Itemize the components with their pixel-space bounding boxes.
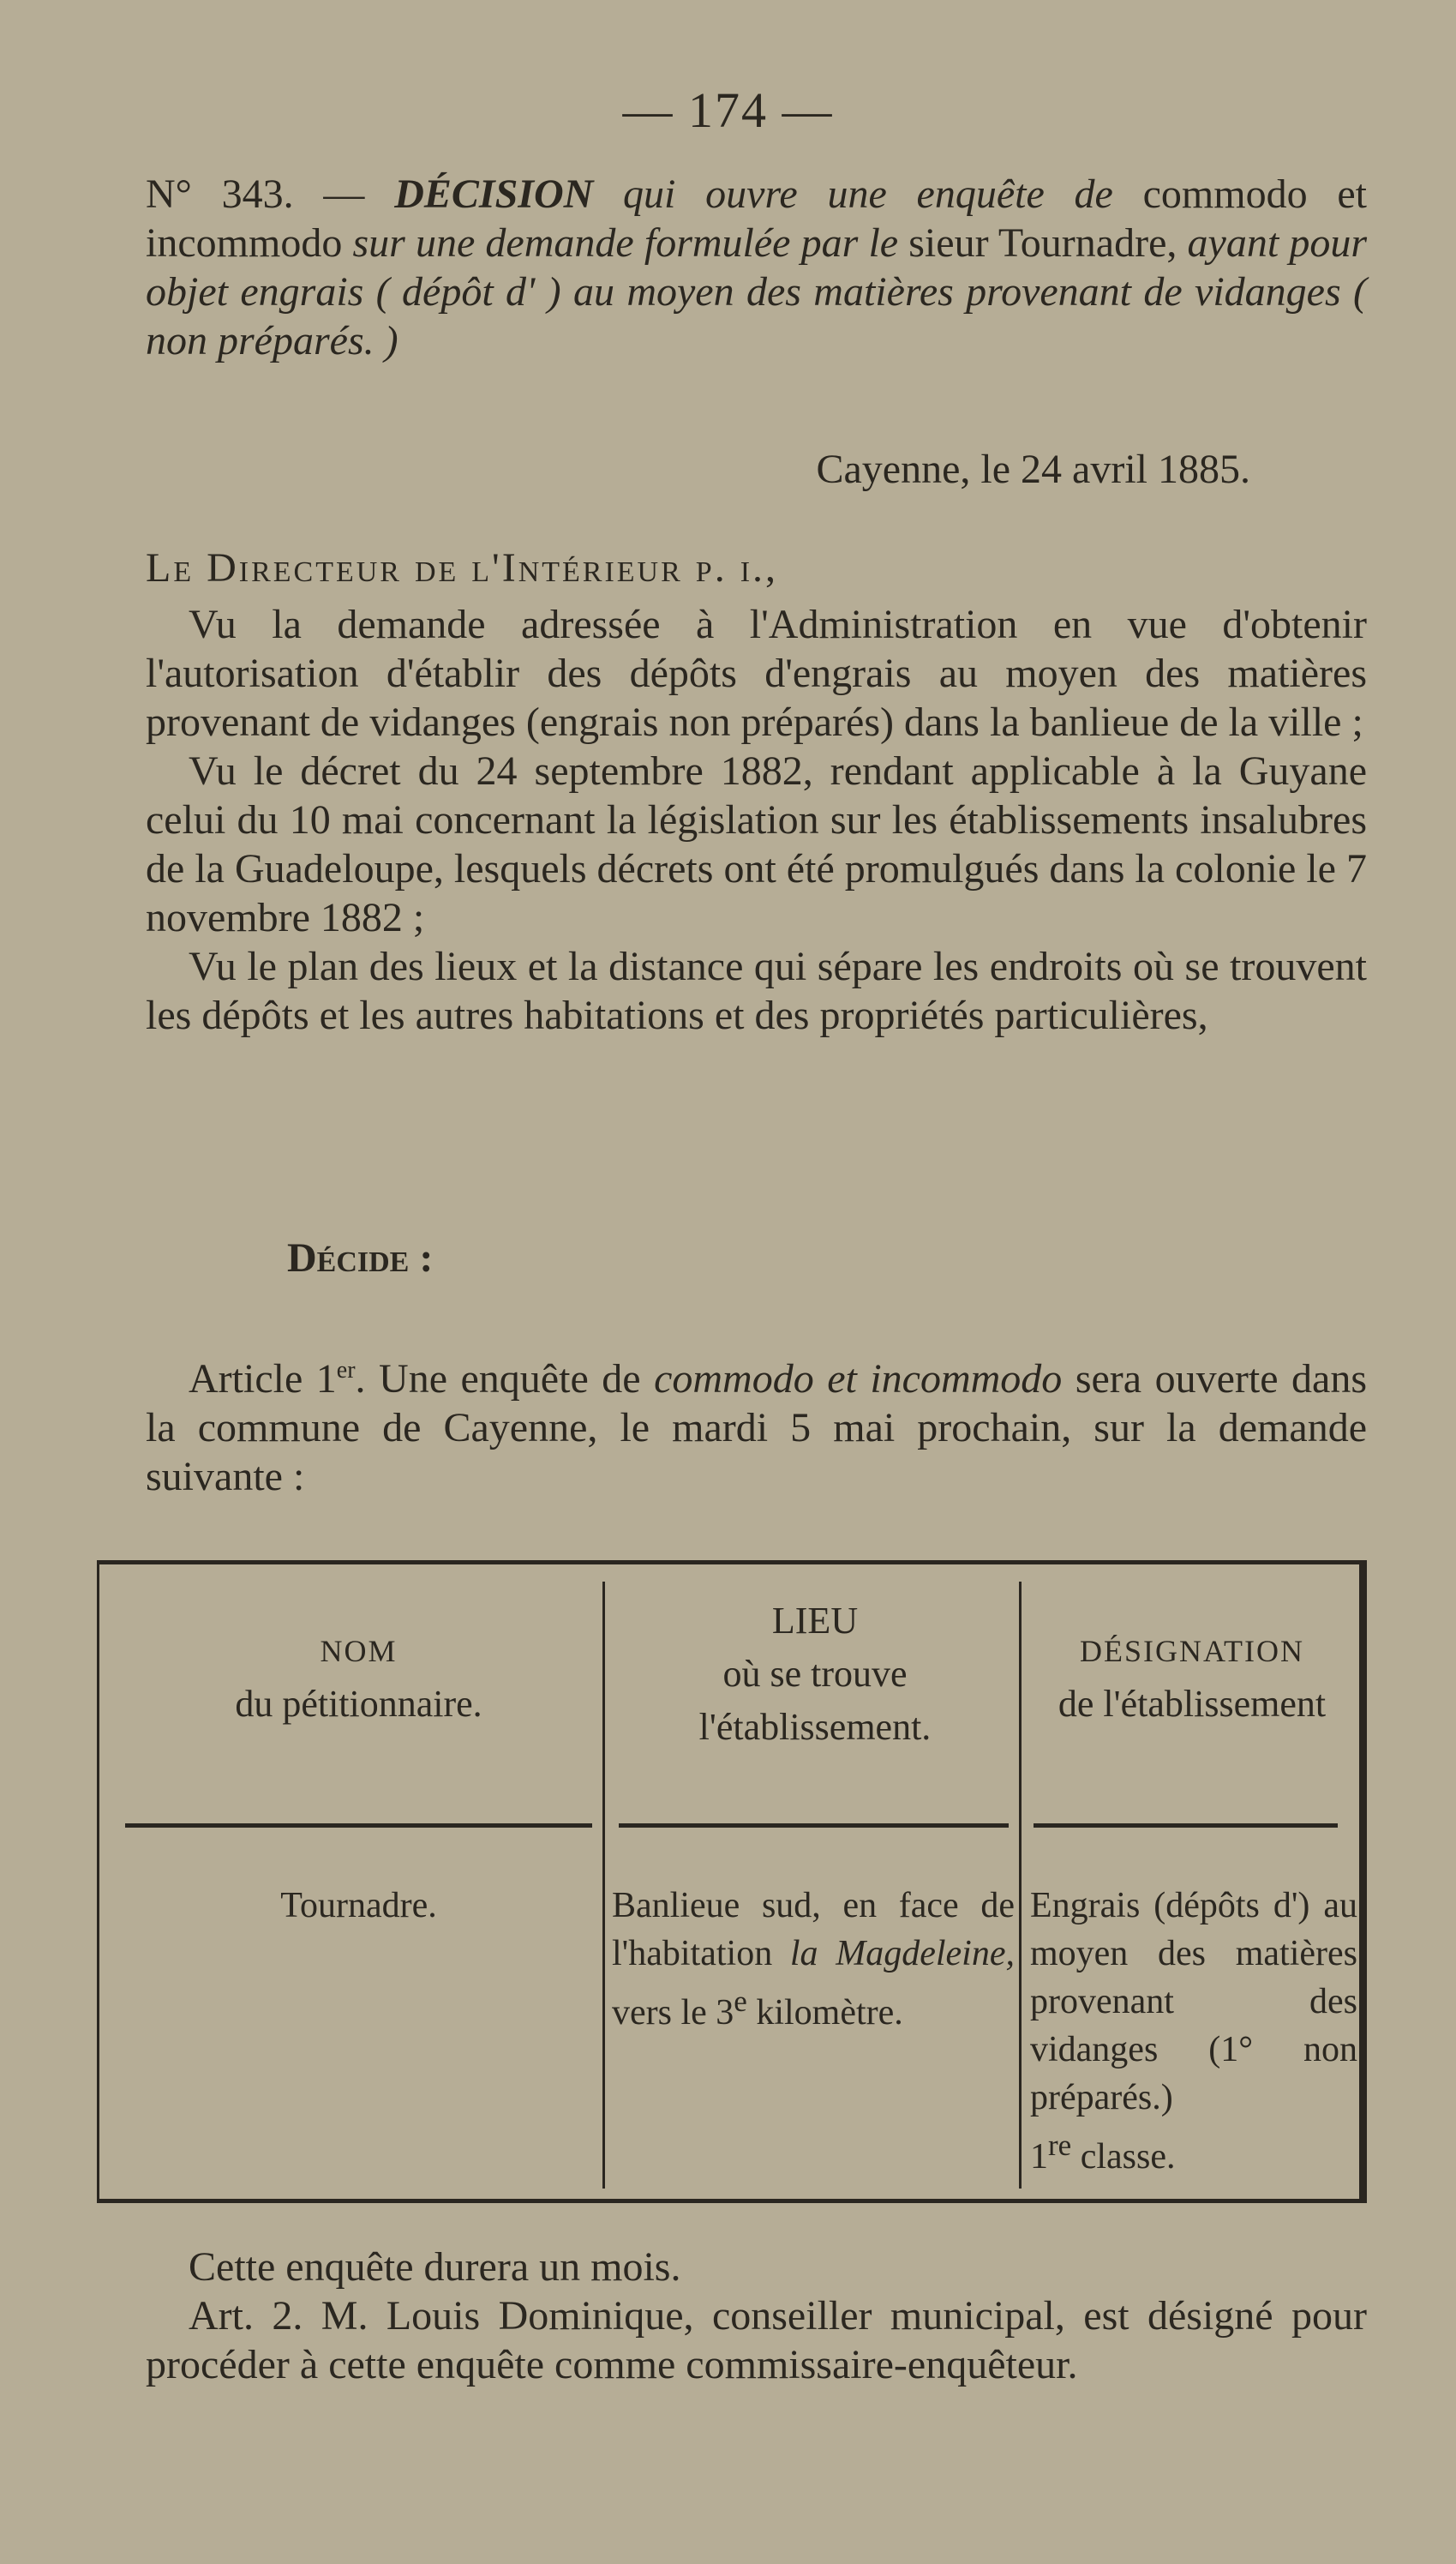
- decide-label: Décide :: [287, 1235, 434, 1281]
- cell-class-word: classe.: [1080, 2137, 1176, 2177]
- header-petitioner: [125, 1624, 592, 1731]
- enquiry-table: [97, 1560, 1367, 2203]
- header-location: [614, 1594, 1016, 1754]
- decision-title-part-3: sur une demande formulée par le: [352, 220, 899, 266]
- dateline: Cayenne, le 24 avril 1885.: [816, 447, 1250, 492]
- header-rule: [619, 1823, 1009, 1828]
- article-1-latin-phrase: commodo et incommodo: [654, 1356, 1063, 1402]
- article-1-text-c: sera ouverte dans la commune de Cayenne, le mardi 5 mai prochain, sur la demande suivante :: [146, 1356, 1367, 1499]
- closing-paragraph: Cette enquête durera un mois.: [189, 2244, 681, 2290]
- header-rule: [1034, 1823, 1338, 1828]
- cell-petitioner-name: Tournadre.: [280, 1886, 437, 1925]
- header-location-line-2: où se trouve: [722, 1653, 908, 1695]
- article-1-superscript: er: [336, 1357, 356, 1384]
- cell-location-place-name: la Magdeleine,: [789, 1934, 1015, 1973]
- decision-title-part-2: commodo et incommodo: [146, 171, 1368, 266]
- column-divider: [1019, 1582, 1022, 2189]
- decision-title-part-1: qui ouvre une enquête de: [623, 171, 1113, 217]
- cell-class-superscript: re: [1048, 2129, 1072, 2162]
- cell-location-superscript: e: [734, 1985, 747, 2018]
- cell-designation-text: Engrais (dépôts d') au moyen des matières provenant des vidanges (1° non préparés.): [1030, 1886, 1357, 2117]
- cell-location: [612, 1882, 1015, 2037]
- cell-class-number: 1: [1030, 2137, 1048, 2177]
- cell-designation: [1030, 1882, 1357, 2181]
- header-designation-line-1: DÉSIGNATION: [1080, 1634, 1304, 1668]
- closing-paragraph: Art. 2. M. Louis Dominique, conseiller municipal, est désigné pour procéder à cette enquête comme commissaire-enquêteur.: [146, 2293, 1367, 2387]
- cell-location-text-c: vers le 3: [612, 1993, 734, 2033]
- decision-title-part-4: sieur Tournadre,: [908, 220, 1177, 266]
- cell-location-text-a: Banlieue sud, en face de l'habitation: [612, 1886, 1015, 1973]
- director-title: Le Directeur de l'Intérieur p. i.,: [146, 545, 779, 591]
- consideration-paragraph: Vu la demande adressée à l'Administration en vue d'obtenir l'autorisation d'établir des dépôts d'engrais au moyen des matières provenant de vidanges (engrais non préparés) dans la banlieue de la ville ;: [146, 602, 1367, 745]
- article-1-label: Article 1: [189, 1356, 337, 1402]
- column-divider: [602, 1582, 605, 2189]
- header-location-line-3: l'établissement.: [698, 1706, 932, 1748]
- consideration-paragraph: Vu le plan des lieux et la distance qui sépare les endroits où se trouvent les dépôts et les autres habitations et des propriétés particulières,: [146, 944, 1367, 1038]
- header-petitioner-line-1: NOM: [320, 1634, 398, 1668]
- header-designation-line-2: de l'établissement: [1058, 1683, 1327, 1725]
- header-designation: [1025, 1624, 1359, 1731]
- considerations: [146, 600, 1367, 1040]
- article-1-text-a: . Une enquête de: [355, 1356, 641, 1402]
- header-petitioner-line-2: du pétitionnaire.: [235, 1683, 482, 1725]
- closing-section: [146, 2243, 1367, 2389]
- page-number: — 174 —: [622, 82, 834, 138]
- decision-heading: [146, 170, 1367, 365]
- article-1: [146, 1346, 1367, 1501]
- decision-title-part-5: ayant pour objet engrais ( dépôt d' ) au moyen des matières provenant de vidanges ( non préparés. ): [146, 220, 1368, 363]
- header-location-line-1: LIEU: [771, 1600, 859, 1642]
- decision-title: DÉCISION: [394, 171, 594, 217]
- decision-number: N° 343. —: [146, 171, 365, 217]
- header-rule: [125, 1823, 592, 1828]
- cell-location-text-d: kilomètre.: [756, 1993, 903, 2033]
- consideration-paragraph: Vu le décret du 24 septembre 1882, rendant applicable à la Guyane celui du 10 mai concernant la législation sur les établissements insalubres de la Guadeloupe, lesquels décrets ont été promulgués dans la colonie le 7 novembre 1882 ;: [146, 748, 1367, 940]
